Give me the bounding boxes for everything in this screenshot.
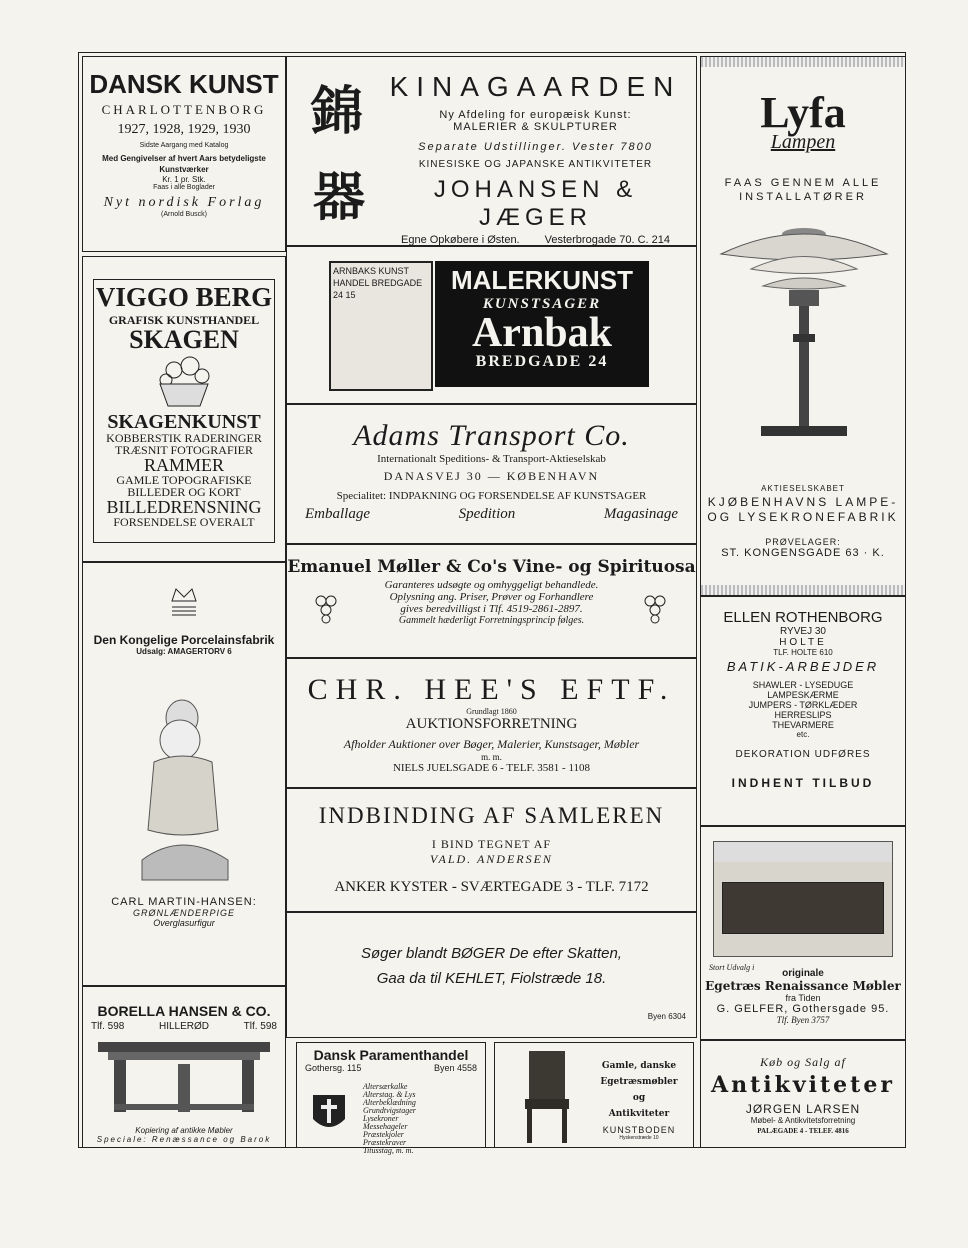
porcelain-figure-name: GRØNLÆNDERPIGE bbox=[132, 908, 235, 918]
hee-business: AUKTIONSFORRETNING bbox=[405, 716, 578, 732]
porcelain-glaze: Overglasurfigur bbox=[153, 918, 215, 928]
ellen-city: HOLTE bbox=[779, 637, 827, 648]
ad-porcelain bbox=[82, 562, 286, 986]
borella-l2: Speciale: Renæssance og Barok bbox=[96, 1135, 272, 1144]
kunstboden-l2: Egetræsmøbler bbox=[600, 1077, 678, 1087]
arnbak-address: BREDGADE 24 bbox=[475, 353, 609, 370]
dansk-kunst-title: DANSK KUNST bbox=[89, 69, 279, 99]
kunstboden-l4: Antikviteter bbox=[608, 1109, 670, 1119]
viggo-l2: KOBBERSTIK RADERINGER bbox=[106, 431, 262, 445]
ellen-decor: DEKORATION UDFØRES bbox=[735, 749, 871, 760]
parament-item-1: Alterstag. & Lys bbox=[363, 1090, 416, 1099]
gelfer-phone: Tlf. Byen 3757 bbox=[776, 1015, 830, 1025]
arnbak-title: MALERKUNST bbox=[451, 265, 633, 295]
ad-larsen bbox=[700, 1040, 906, 1148]
hee-address: NIELS JUELSGADE 6 - TELF. 3581 - 1108 bbox=[392, 762, 591, 774]
moller-l3: gives beredvilligst i Tlf. 4519-2861-2897. bbox=[400, 603, 583, 615]
parament-item-3: Grundtvigstager bbox=[363, 1106, 416, 1115]
ellen-offer: INDHENT TILBUD bbox=[731, 776, 875, 790]
dansk-kunst-years: 1927, 1928, 1929, 1930 bbox=[117, 122, 251, 137]
ellen-items1: SHAWLER - LYSEDUGE bbox=[752, 680, 854, 690]
ad-lyfa bbox=[700, 56, 906, 596]
dansk-kunst-note2: Med Gengivelser af hvert Aars betydeligste Kunstværker bbox=[102, 154, 266, 174]
parament-street: Gothersg. 115 bbox=[305, 1063, 362, 1073]
parament-item-5: Messehageler bbox=[363, 1122, 408, 1131]
arnbak-sub: KUNSTSAGER bbox=[482, 296, 602, 312]
porcelain-figure bbox=[124, 690, 244, 890]
viggo-l7: BILLEDRENSNING bbox=[106, 497, 262, 517]
dansk-kunst-note1: Sidste Aargang med Katalog bbox=[139, 142, 229, 149]
viggo-l4: RAMMER bbox=[143, 455, 224, 475]
viggo-l6: BILLEDER OG KORT bbox=[127, 485, 241, 499]
grape-left-icon bbox=[307, 587, 347, 627]
dansk-kunst-price: Kr. 1 pr. Stk. bbox=[162, 175, 206, 184]
cabinet-photo bbox=[713, 841, 893, 957]
moller-l2: Oplysning ang. Priser, Prøver og Forhandlere bbox=[389, 591, 594, 603]
kunstboden-name: KUNSTBODEN bbox=[602, 1125, 676, 1135]
parament-item-7: Præstekraver bbox=[363, 1138, 407, 1147]
ad-arnbak bbox=[286, 246, 697, 404]
larsen-name: JØRGEN LARSEN bbox=[745, 1102, 861, 1116]
kinagaarden-title: KINAGAARDEN bbox=[389, 71, 682, 102]
ellen-street: RYVEJ 30 bbox=[780, 626, 826, 637]
chinese-char-2: 器 bbox=[313, 167, 366, 228]
kinagaarden-address: Vesterbrogade 70. C. 214 bbox=[544, 234, 670, 246]
moller-l1: Garanteres udsøgte og omhyggeligt behandlede. bbox=[384, 579, 599, 591]
parament-phone: Byen 4558 bbox=[433, 1063, 477, 1073]
lyfa-sold: FAAS GENNEM ALLE INSTALLATØRER bbox=[724, 177, 882, 203]
porcelain-sales: Udsalg: AMAGERTORV 6 bbox=[136, 647, 232, 656]
gelfer-from: fra Tiden bbox=[785, 993, 821, 1003]
lamp-illustration bbox=[701, 214, 907, 484]
ad-indbinding bbox=[286, 788, 697, 912]
hee-title: CHR. HEE'S EFTF. bbox=[307, 673, 676, 706]
lyfa-company-type: AKTIESELSKABET bbox=[761, 484, 845, 493]
kunstboden-addr: Hyskenstræde 10 bbox=[619, 1135, 659, 1141]
larsen-top: Køb og Salg af bbox=[760, 1055, 846, 1069]
borella-tlf1: Tlf. 598 bbox=[91, 1021, 125, 1032]
ad-ellen bbox=[700, 596, 906, 826]
ad-borella bbox=[82, 986, 286, 1148]
kinagaarden-firm: JOHANSEN & JÆGER bbox=[433, 176, 638, 231]
ellen-items3: JUMPERS - TØRKLÆDER bbox=[748, 700, 858, 710]
parament-item-6: Præstekjoler bbox=[363, 1130, 404, 1139]
viggo-sub: GRAFISK KUNSTHANDEL bbox=[108, 313, 260, 327]
ad-gelfer bbox=[700, 826, 906, 1040]
larsen-address: PALÆGADE 4 - TELEF. 4816 bbox=[757, 1127, 849, 1135]
adams-s1: Emballage bbox=[305, 506, 370, 522]
porcelain-name: Den Kongelige Porcelainsfabrik bbox=[93, 633, 275, 647]
viggo-name: VIGGO BERG bbox=[95, 282, 273, 312]
kinagaarden-line3: Separate Udstillinger. Vester 7800 bbox=[418, 141, 653, 153]
adams-address: DANASVEJ 30 — KØBENHAVN bbox=[383, 469, 600, 483]
lamp-stem-collar bbox=[793, 334, 815, 342]
larsen-title: Antikviteter bbox=[711, 1072, 895, 1098]
viggo-l3: TRÆSNIT FOTOGRAFIER bbox=[115, 443, 253, 457]
gelfer-title: Egetræs Renaissance Møbler bbox=[705, 979, 901, 993]
chinese-char-1: 錦 bbox=[311, 81, 364, 142]
adams-s3: Magasinage bbox=[603, 506, 678, 522]
lamp-base bbox=[761, 426, 847, 436]
kehlet-l1: Søger blandt BØGER De efter Skatten, bbox=[361, 945, 622, 962]
flower-basket-icon bbox=[144, 354, 224, 410]
hee-mm: m. m. bbox=[481, 752, 502, 762]
crown-icon bbox=[164, 579, 204, 619]
indbinding-l2: VALD. ANDERSEN bbox=[430, 852, 553, 866]
borella-l1: Kopiering af antikke Møbler bbox=[135, 1126, 233, 1135]
kehlet-phone: Byen 6304 bbox=[647, 1012, 686, 1021]
indbinding-title: INDBINDING AF SAMLEREN bbox=[318, 803, 665, 828]
arnbak-sign-text: ARNBAKS KUNST HANDEL BREDGADE 24 15 bbox=[333, 266, 423, 300]
dansk-kunst-sales: Faas i alle Boglader bbox=[153, 184, 215, 191]
parament-item-4: Lysekroner bbox=[363, 1114, 399, 1123]
adams-special: Specialitet: INDPAKNING OG FORSENDELSE AF KUNSTSAGER bbox=[336, 490, 647, 502]
ellen-etc: etc. bbox=[796, 730, 810, 739]
lyfa-samples: PRØVELAGER: bbox=[765, 537, 841, 547]
kehlet-l2: Gaa da til KEHLET, Fiolstræde 18. bbox=[376, 970, 607, 987]
moller-l4: Gammelt hæderligt Forretningsprincip følges. bbox=[398, 615, 585, 626]
adams-title: Adams Transport Co. bbox=[353, 419, 630, 452]
bottom-bar bbox=[701, 585, 905, 595]
table-illustration bbox=[94, 1040, 274, 1120]
kunstboden-l1: Gamle, danske bbox=[601, 1061, 677, 1071]
adams-sub: Internationalt Speditions- & Transport-Aktieselskab bbox=[377, 453, 606, 465]
lamp-shade-lower bbox=[763, 278, 845, 289]
ellen-items2: LAMPESKÆRME bbox=[767, 690, 839, 700]
dansk-kunst-location: CHARLOTTENBORG bbox=[101, 102, 267, 117]
hee-founded: Grundlagt 1860 bbox=[466, 707, 517, 716]
ad-dansk-kunst bbox=[82, 56, 286, 252]
cross-emblem-icon bbox=[309, 1091, 349, 1137]
parament-name: Dansk Paramenthandel bbox=[313, 1047, 469, 1063]
ellen-phone: TLF. HOLTE 610 bbox=[773, 648, 833, 657]
grape-right-icon bbox=[636, 587, 676, 627]
indbinding-address: ANKER KYSTER - SVÆRTEGADE 3 - TLF. 7172 bbox=[334, 879, 649, 895]
gelfer-original: originale bbox=[782, 968, 824, 979]
ad-hee bbox=[286, 658, 697, 788]
dansk-kunst-publisher: Nyt nordisk Forlag bbox=[103, 195, 265, 210]
ellen-name: ELLEN ROTHENBORG bbox=[723, 609, 883, 626]
lyfa-logo-sub: Lampen bbox=[770, 131, 836, 153]
kinagaarden-buyers: Egne Opkøbere i Østen. bbox=[401, 234, 520, 246]
ad-adams bbox=[286, 404, 697, 544]
cabinet-body bbox=[722, 882, 884, 934]
larsen-sub: Møbel- & Antikvitetsforretning bbox=[750, 1116, 856, 1125]
ellen-items5: THEVARMERE bbox=[772, 720, 834, 730]
borella-tlf2: Tlf. 598 bbox=[243, 1021, 277, 1032]
kinagaarden-line4: KINESISKE OG JAPANSKE ANTIKVITETER bbox=[418, 159, 653, 170]
borella-name: BORELLA HANSEN & CO. bbox=[97, 1003, 271, 1019]
lamp-stem bbox=[799, 306, 809, 426]
kunstboden-l3: og bbox=[632, 1093, 646, 1103]
top-bar bbox=[701, 57, 905, 67]
parament-item-2: Alterbeklædning bbox=[363, 1098, 416, 1107]
lyfa-address: ST. KONGENSGADE 63 · K. bbox=[721, 547, 885, 559]
indbinding-l1: I BIND TEGNET AF bbox=[431, 837, 552, 851]
adams-s2: Spedition bbox=[458, 506, 516, 522]
viggo-l1: SKAGENKUNST bbox=[107, 411, 261, 433]
ad-viggo-berg bbox=[82, 256, 286, 562]
kinagaarden-line2: MALERIER & SKULPTURER bbox=[453, 121, 618, 133]
arnbak-sign bbox=[329, 261, 433, 391]
ad-kinagaarden bbox=[286, 56, 697, 246]
ad-kunstboden bbox=[494, 1042, 694, 1148]
lyfa-logo: Lyfa bbox=[760, 88, 846, 137]
lyfa-company: KJØBENHAVNS LAMPE- OG LYSEKRONEFABRIK bbox=[707, 495, 899, 524]
moller-title: Emanuel Møller & Co's Vine- og Spirituosa bbox=[287, 557, 696, 577]
ad-parament bbox=[296, 1042, 486, 1155]
hee-desc: Afholder Auktioner over Bøger, Malerier, Kunstsager, Møbler bbox=[343, 737, 640, 751]
arnbak-name: Arnbak bbox=[471, 310, 613, 356]
ad-kehlet bbox=[286, 912, 697, 1038]
viggo-l8: FORSENDELSE OVERALT bbox=[113, 515, 255, 529]
parament-item-8: Titusstag, m. m. bbox=[363, 1146, 414, 1155]
ellen-craft: BATIK-ARBEJDER bbox=[726, 659, 880, 674]
ellen-items4: HERRESLIPS bbox=[774, 710, 832, 720]
kinagaarden-line1: Ny Afdeling for europæisk Kunst: bbox=[439, 109, 632, 121]
lamp-socket bbox=[789, 290, 819, 306]
viggo-city: SKAGEN bbox=[129, 325, 239, 354]
parament-item-0: Altersærkalke bbox=[363, 1082, 408, 1091]
gelfer-stock: Stort Udvalg i bbox=[709, 963, 755, 972]
gelfer-address: G. GELFER, Gothersgade 95. bbox=[716, 1003, 890, 1015]
arnbak-panel bbox=[435, 261, 649, 387]
dansk-kunst-publisher-sub: (Arnold Busck) bbox=[161, 211, 207, 218]
viggo-l5: GAMLE TOPOGRAFISKE bbox=[116, 473, 252, 487]
porcelain-artist: CARL MARTIN-HANSEN: bbox=[111, 896, 257, 908]
borella-city: HILLERØD bbox=[158, 1021, 209, 1032]
chair-illustration bbox=[517, 1049, 577, 1145]
ad-moller bbox=[286, 544, 697, 658]
